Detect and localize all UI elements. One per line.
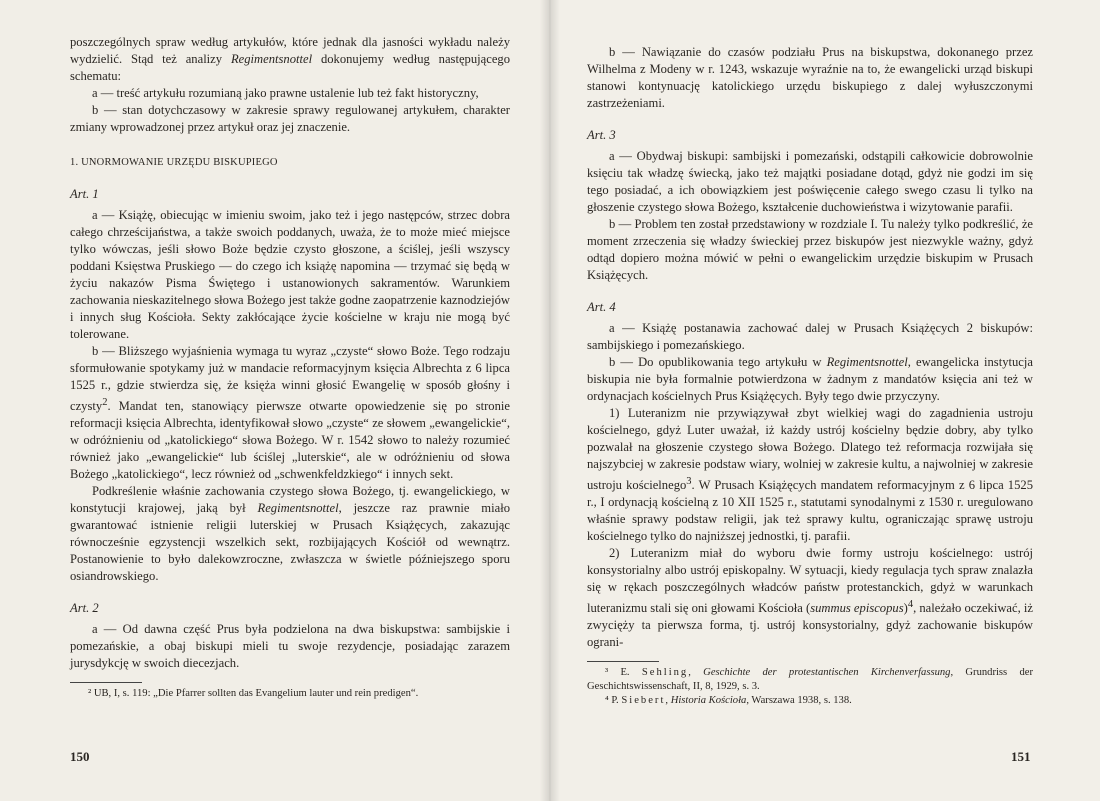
paragraph: a — Książę, obiecując w imieniu swoim, jako też i jego następców, strzec dobra całego chrześcijaństwa, a także swoich poddanych, uważa, że to może mieć miejsce tylko wówczas, jeśli słowo Boże będzie czysto głoszone, a ściślej, jeśli wszyscy poddani Księstwa Pruskiego — do czego ich książę napomina — trzymać się będą w życiu nakazów Pisma Świętego i ustanowionych sakramentów. Warunkiem zachowania nieskazitelnego słowa Bożego jest także godne zaopatrzenie kaznodziejów i innych sług Kościoła. Sekty zakłócające życie kościelne w kraju nie mogą być tolerowane.	[70, 208, 510, 341]
paragraph: a — Obydwaj biskupi: sambijski i pomezański, odstąpili całkowicie dobrowolnie księciu tak władzę świecką, jako też majątki posiadane dotąd, gdyż nie godzi im się tego posiadać, a ich obowiązkiem jest poświęcenie całego swego czasu li tylko na głoszenie czystego słowa Bożego, kształcenie duchowieństwa i wizytowanie parafii.	[587, 149, 1033, 214]
paragraph: b — Do opublikowania tego artykułu w Regimentsnottel, ewangelicka instytucja biskupia nie była formalnie potwierdzona w żadnym z mandatów księcia ani też w ordynacjach kościelnych Prus Książęcych. Były tego dwie przyczyny.	[587, 355, 1033, 403]
section-heading: 1. UNORMOWANIE URZĘDU BISKUPIEGO	[70, 157, 278, 168]
paragraph: a — Od dawna część Prus była podzielona na dwa biskupstwa: sambijskie i pomezańskie, a obaj biskupi mieli tu swoje rezydencje, posiadając zarazem jurysdykcję w swoich diecezjach.	[70, 622, 510, 671]
left-page-text	[70, 34, 510, 701]
footnote-rule	[70, 682, 142, 683]
page-number: 151	[1011, 749, 1031, 764]
article-label: Art. 4	[587, 300, 616, 314]
article-label: Art. 1	[70, 187, 99, 201]
paragraph: b — stan dotychczasowy w zakresie sprawy regulowanej artykułem, charakter zmiany wprowadzonej przez artykuł oraz jej znaczenie.	[70, 103, 510, 134]
book-gutter	[540, 0, 560, 801]
right-page	[550, 0, 1100, 801]
article-label: Art. 2	[70, 601, 99, 616]
paragraph: a — Książę postanawia zachować dalej w Prusach Książęcych 2 biskupów: sambijskiego i pomezańskiego.	[587, 321, 1033, 352]
paragraph: poszczególnych spraw według artykułów, które jednak dla jasności wykładu należy wydzielić. Stąd też analizy Regimentsnottel dokonujemy według następującego schematu:	[70, 35, 511, 83]
paragraph: b — Problem ten został przedstawiony w rozdziale I. Tu należy tylko podkreślić, że moment zrzeczenia się władzy świeckiej przez biskupów jest niezwykle ważny, gdyż odtąd dopiero można mówić w pełni o ewangelickim urzędzie biskupim w Prusach Książęcych.	[587, 217, 1033, 282]
footnote-ref: 4	[907, 599, 914, 611]
right-page-text	[587, 44, 1033, 708]
paragraph: Podkreślenie właśnie zachowania czystego słowa Bożego, tj. ewangelickiego, w konstytucji krajowej, jaką był Regimentsnottel, jeszcze raz prawnie miało gwarantować istnienie religii luterskiej w Prusach Książęcych, zakazując równocześnie egzystencji wszelkich sekt, rozbijających Kościół od wewnątrz. Postanowienie to było dalekowzroczne, zwłaszcza w świetle późniejszego sporu osiandrowskiego.	[70, 484, 510, 584]
footnote: ³ E. Sehling, Geschichte der protestantischen Kirchenverfassung, Grundriss der Geschichtswissenschaft, II, 8, 1929, s. 3.	[587, 667, 1033, 693]
footnote: ⁴ P. Siebert, Historia Kościoła, Warszawa 1938, s. 138.	[605, 695, 852, 707]
page-number: 150	[70, 749, 90, 764]
footnote: ² UB, I, s. 119: „Die Pfarrer sollten das Evangelium lauter und rein predigen“.	[88, 688, 419, 700]
paragraph: b — Nawiązanie do czasów podziału Prus na biskupstwa, dokonanego przez Wilhelma z Modeny w r. 1243, wskazuje wyraźnie na to, że ewangelicki urząd biskupi stanowi kontynuację katolickiego urzędu biskupiego z dalej wyłuszczonymi zastrzeżeniami.	[587, 45, 1033, 110]
paragraph: a — treść artykułu rozumianą jako prawne ustalenie lub też fakt historyczny,	[92, 86, 479, 100]
paragraph: b — Bliższego wyjaśnienia wymaga tu wyraz „czyste“ słowo Boże. Tego rodzaju sformułowanie spotykamy już w mandacie reformacyjnym księcia Albrechta z 6 lipca 1525 r., gdzie stwierdza się, że księża winni głosić Ewangelię w sposób głośny i czysty$^2$. Mandat ten, stanowiący pierwsze otwarte opowiedzenie się po stronie reformacji księcia Albrechta, identyfikował słowo „czyste“ ze słowem „ewangelickie“, w odróżnieniu od „katolickiego“ słowa Bożego. W r. 1542 słowo to należy rozumieć również jako „ewangelickie“ lub ściślej „luterskie“, ale w odróżnieniu od słowa Bożego „katolickiego“, lecz również od „schwenkfeldzkiego“ i innych sekt.	[70, 344, 510, 482]
paragraph: 2) Luteranizm miał do wyboru dwie formy ustroju kościelnego: ustrój konsystorialny albo ustrój episkopalny. W sytuacji, kiedy regulacja tych spraw znalazła się w rękach poszczególnych władców państw protestanckich, gdyż w warunkach luteranizmu stali się oni głowami Kościoła (summus episcopus)$^4$, należało oczekiwać, iż zwycięży ta pierwsza forma, tj. ustrój konsystorialny, gdyż zachowanie biskupów ograni-	[587, 546, 1034, 650]
article-label: Art. 3	[587, 128, 616, 142]
footnote-ref: 3	[686, 476, 692, 487]
footnote-ref: 2	[102, 397, 108, 408]
paragraph: 1) Luteranizm nie przywiązywał zbyt wielkiej wagi do zagadnienia ustroju kościelnego, gdyż Luter uważał, iż każdy ustrój kościelny będzie dobry, aby tylko pozwalał na głoszenie czystego słowa Bożego. Dlatego też reformacja rozwijała się najszybciej w zakresie podstaw wiary, wolniej w zakresie kultu, a najwolniej w zakresie ustroju kościelnego$^3$. W Prusach Książęcych mandatem reformacyjnym z 6 lipca 1525 r., I ordynacją kościelną z 10 XII 1525 r., statutami synodalnymi z 1530 r. uregulowano właśnie sprawy podstaw religii, jak też sprawy kultu, ograniczając sprawę ustroju kościelnego tylko do najniższej jednostki, tj. parafii.	[587, 406, 1033, 544]
footnote-rule	[587, 661, 659, 662]
